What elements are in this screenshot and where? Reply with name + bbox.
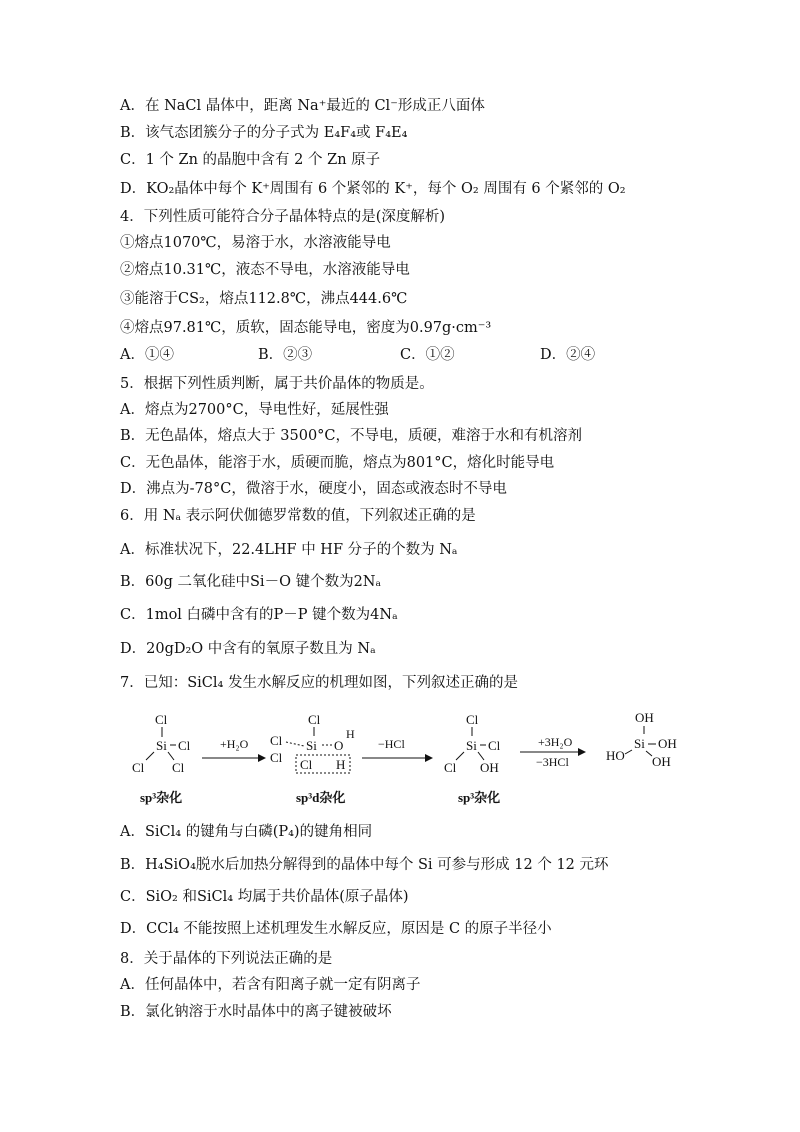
- hybridization-label: sp³杂化: [458, 790, 501, 805]
- q6-stem: 6．用 Nₐ 表示阿伏伽德罗常数的值，下列叙述正确的是: [120, 508, 476, 524]
- sicl4-hydrolysis-mechanism-diagram: [110, 700, 700, 810]
- q4-stem: 4．下列性质可能符合分子晶体特点的是(深度解析): [120, 209, 446, 225]
- oh-group-label: OH: [658, 736, 677, 751]
- q6-option-b: B．60g 二氧化硅中Si－O 键个数为2Nₐ: [120, 574, 382, 590]
- arrow-label: −HCl: [378, 737, 405, 751]
- q5-option-a: A．熔点为2700°C，导电性好，延展性强: [120, 402, 389, 418]
- q5-option-d: D．沸点为-78°C，微溶于水，硬度小，固态或液态时不导电: [120, 481, 507, 497]
- cl-atom-label: Cl: [178, 738, 191, 753]
- q7-option-c: C．SiO₂ 和SiCl₄ 均属于共价晶体(原子晶体): [120, 889, 409, 905]
- q6-option-c: C．1mol 白磷中含有的P－P 键个数为4Nₐ: [120, 607, 398, 623]
- q7-stem: 7．已知：SiCl₄ 发生水解反应的机理如图，下列叙述正确的是: [120, 675, 518, 691]
- q8-option-a: A．任何晶体中，若含有阳离子就一定有阴离子: [120, 977, 421, 993]
- si-atom-label: Si: [466, 738, 477, 753]
- ho-group-label: HO: [606, 748, 625, 763]
- q4-item-1: ①熔点1070℃，易溶于水，水溶液能导电: [120, 235, 391, 251]
- reaction-arrow-add-3-water: [520, 735, 585, 769]
- q6-option-d: D．20gD₂O 中含有的氧原子数且为 Nₐ: [120, 641, 376, 657]
- cl-atom-label: Cl: [488, 738, 501, 753]
- cl-atom-label: Cl: [270, 750, 283, 765]
- cl-atom-label: Cl: [155, 712, 168, 727]
- sp3d-intermediate: [270, 712, 355, 773]
- q4-option-d: D．②④: [540, 347, 596, 363]
- q5-option-b: B．无色晶体，熔点大于 3500°C，不导电，质硬，难溶于水和有机溶剂: [120, 428, 583, 444]
- cl-atom-label: Cl: [172, 760, 185, 775]
- hybridization-label: sp³d杂化: [296, 790, 346, 805]
- cl-atom-label: Cl: [466, 712, 479, 727]
- reaction-arrow-add-water: [202, 737, 265, 758]
- o-atom-label: O: [334, 738, 344, 753]
- q5-stem: 5．根据下列性质判断，属于共价晶体的物质是。: [120, 376, 434, 392]
- si-atom-label: Si: [306, 738, 317, 753]
- q3-option-a: A．在 NaCl 晶体中，距离 Na⁺最近的 Cl⁻形成正八面体: [120, 98, 485, 114]
- cl-atom-label: Cl: [300, 757, 313, 772]
- q8-stem: 8．关于晶体的下列说法正确的是: [120, 951, 333, 967]
- q6-option-a: A．标准状况下，22.4LHF 中 HF 分子的个数为 Nₐ: [120, 542, 458, 558]
- reaction-arrow-remove-hcl: [362, 737, 432, 758]
- arrow-label: −3HCl: [536, 755, 569, 769]
- sicl3oh-molecule: [444, 712, 501, 775]
- q8-option-b: B．氯化钠溶于水时晶体中的离子键被破坏: [120, 1004, 392, 1020]
- q4-item-3: ③能溶于CS₂，熔点112.8℃，沸点444.6℃: [120, 291, 408, 307]
- cl-atom-label: Cl: [444, 760, 457, 775]
- hybridization-label: sp³杂化: [140, 790, 183, 805]
- cl-atom-label: Cl: [308, 712, 321, 727]
- q4-option-b: B．②③: [258, 347, 313, 363]
- cl-atom-label: Cl: [270, 733, 283, 748]
- h-atom-label: H: [346, 727, 355, 741]
- oh-group-label: OH: [635, 710, 654, 725]
- q7-option-a: A．SiCl₄ 的键角与白磷(P₄)的键角相同: [120, 824, 373, 840]
- si-atom-label: Si: [156, 738, 167, 753]
- q5-option-c: C．无色晶体，能溶于水，质硬而脆，熔点为801°C，熔化时能导电: [120, 455, 555, 471]
- q7-option-d: D．CCl₄ 不能按照上述机理发生水解反应，原因是 C 的原子半径小: [120, 921, 552, 937]
- q4-option-a: A．①④: [120, 347, 174, 363]
- q3-option-d: D．KO₂晶体中每个 K⁺周围有 6 个紧邻的 K⁺，每个 O₂ 周围有 6 个紧邻的 O₂: [120, 181, 626, 197]
- h-atom-label: H: [336, 757, 346, 772]
- orthosilicic-acid-molecule: [606, 710, 677, 769]
- oh-group-label: OH: [480, 760, 499, 775]
- q3-option-c: C．1 个 Zn 的晶胞中含有 2 个 Zn 原子: [120, 152, 381, 168]
- q4-item-4: ④熔点97.81℃，质软，固态能导电，密度为0.97g·cm⁻³: [120, 320, 492, 336]
- q4-item-2: ②熔点10.31℃，液态不导电，水溶液能导电: [120, 262, 410, 278]
- q4-option-c: C．①②: [400, 347, 455, 363]
- si-atom-label: Si: [634, 736, 645, 751]
- q3-option-b: B．该气态团簇分子的分子式为 E₄F₄或 F₄E₄: [120, 125, 408, 141]
- cl-atom-label: Cl: [132, 760, 145, 775]
- sicl4-molecule: [132, 712, 191, 775]
- q7-option-b: B．H₄SiO₄脱水后加热分解得到的晶体中每个 Si 可参与形成 12 个 12 元环: [120, 857, 609, 873]
- oh-group-label: OH: [652, 754, 671, 769]
- arrow-label: +H₂O: [220, 737, 249, 751]
- arrow-label: +3H₂O: [538, 735, 573, 749]
